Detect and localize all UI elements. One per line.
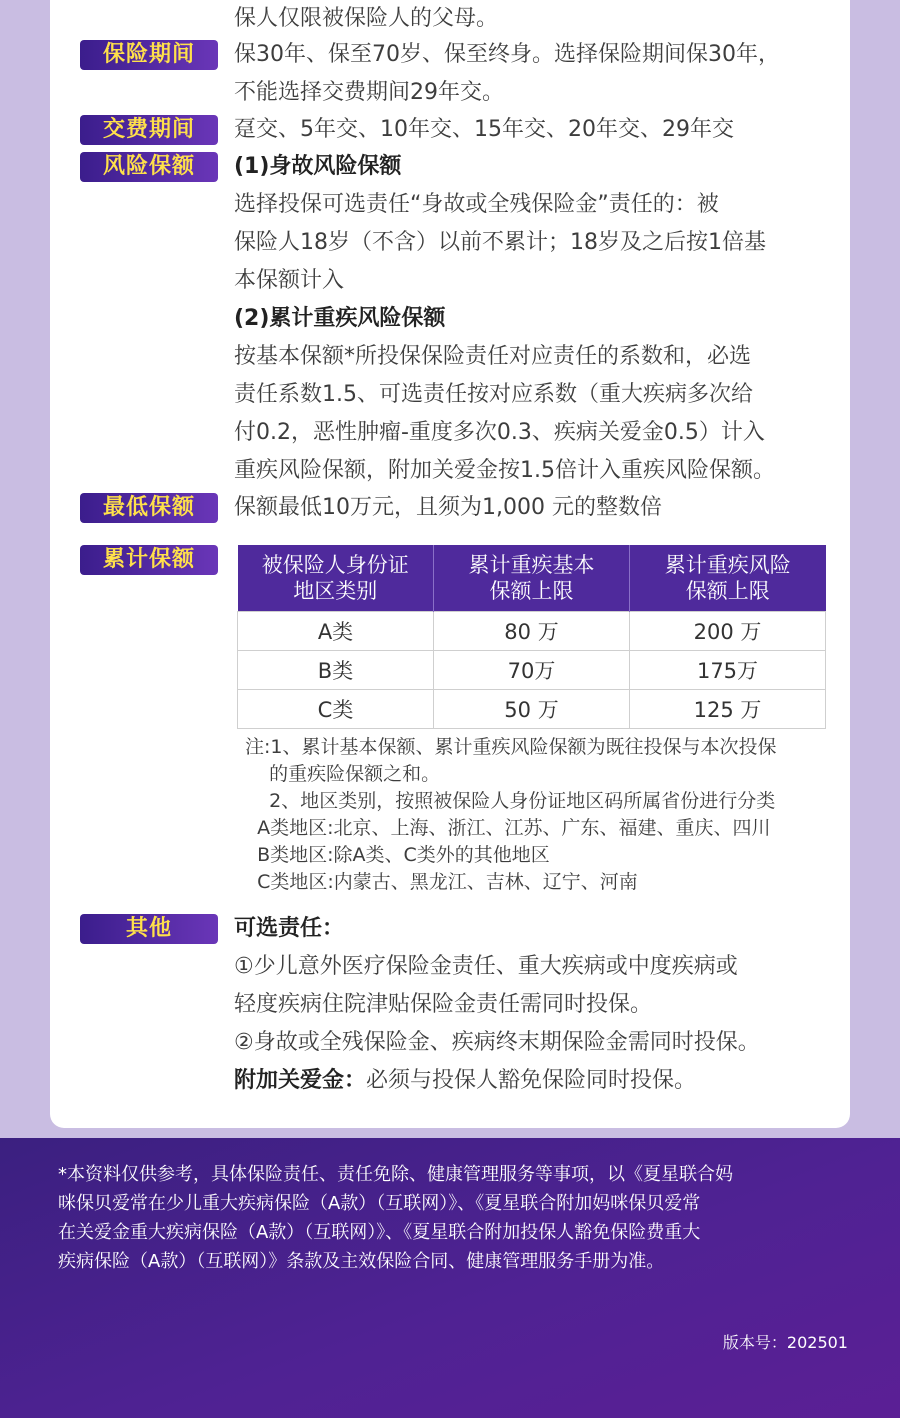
table-header-cell: 被保险人身份证 地区类别 xyxy=(238,545,434,612)
table-row xyxy=(238,690,826,729)
text-line: 不能选择交费期间29年交。 xyxy=(234,80,504,105)
table-cell: B类 xyxy=(238,651,434,690)
table-header-cell: 累计重疾风险 保额上限 xyxy=(630,545,826,612)
table-cell: 200 万 xyxy=(630,612,826,651)
table-cell: 175万 xyxy=(630,651,826,690)
disclaimer-line: 咪保贝爱常在少儿重大疾病保险（A款）（互联网）》、《夏星联合附加妈咪保贝爱常 xyxy=(58,1193,701,1214)
coverage-limit-table xyxy=(237,545,826,729)
table-cell: 80 万 xyxy=(434,612,630,651)
note-line: B类地区:除A类、C类外的其他地区 xyxy=(245,844,550,866)
note-line: 的重疾险保额之和。 xyxy=(245,763,441,785)
table-cell: 70万 xyxy=(434,651,630,690)
addon-title: 附加关爱金： xyxy=(234,1068,367,1093)
text-line: ①少儿意外医疗保险金责任、重大疾病或中度疾病或 xyxy=(234,954,738,979)
text-line: 按基本保额*所投保保险责任对应责任的系数和，必选 xyxy=(234,344,752,369)
label-risk-coverage: 风险保额 xyxy=(80,152,218,182)
table-cell: C类 xyxy=(238,690,434,729)
intro-line: 保人仅限被保险人的父母。 xyxy=(234,6,499,31)
text-line: 保30年、保至70岁、保至终身。选择保险期间保30年， xyxy=(234,42,780,67)
addon-line xyxy=(234,1062,834,1100)
disclaimer-text xyxy=(58,1160,858,1276)
table-header-cell: 累计重疾基本 保额上限 xyxy=(434,545,630,612)
disclaimer-line: *本资料仅供参考，具体保险责任、责任免除、健康管理服务等事项，以《夏星联合妈 xyxy=(58,1164,733,1185)
note-line: A类地区:北京、上海、浙江、江苏、广东、福建、重庆、四川 xyxy=(245,817,771,839)
text-line: 轻度疾病住院津贴保险金责任需同时投保。 xyxy=(234,992,653,1017)
table-header-row xyxy=(238,545,826,612)
table-cell: 125 万 xyxy=(630,690,826,729)
table-row xyxy=(238,612,826,651)
label-other: 其他 xyxy=(80,914,218,944)
text-line: 选择投保可选责任“身故或全残保险金”责任的：被 xyxy=(234,192,719,217)
optional-responsibility-title: 可选责任： xyxy=(234,916,345,941)
text-line: 保险人18岁（不含）以前不累计；18岁及之后按1倍基 xyxy=(234,230,766,255)
text-line: 责任系数1.5、可选责任按对应系数（重大疾病多次给 xyxy=(234,382,753,407)
note-line: 注:1、累计基本保额、累计重疾风险保额为既往投保与本次投保 xyxy=(245,736,777,758)
label-min-coverage: 最低保额 xyxy=(80,493,218,523)
payment-period-text: 趸交、5年交、10年交、15年交、20年交、29年交 xyxy=(234,117,734,142)
disclaimer-line: 在关爱金重大疾病保险（A款）（互联网）》、《夏星联合附加投保人豁免保险费重大 xyxy=(58,1222,701,1243)
version-number: 版本号：202501 xyxy=(722,1333,848,1352)
sub-title-death-coverage: (1)身故风险保额 xyxy=(234,154,402,179)
label-payment-period: 交费期间 xyxy=(80,115,218,145)
text-line: 重疾风险保额，附加关爱金按1.5倍计入重疾风险保额。 xyxy=(234,458,775,483)
label-cumulative-coverage: 累计保额 xyxy=(80,545,218,575)
addon-text: 必须与投保人豁免保险同时投保。 xyxy=(366,1068,697,1093)
table-notes xyxy=(245,734,835,896)
table-cell: A类 xyxy=(238,612,434,651)
footer-disclaimer-panel xyxy=(0,1138,900,1418)
text-line: 本保额计入 xyxy=(234,268,345,293)
table-cell: 50 万 xyxy=(434,690,630,729)
text-line: ②身故或全残保险金、疾病终末期保险金需同时投保。 xyxy=(234,1030,760,1055)
disclaimer-line: 疾病保险（A款）（互联网）》条款及主效保险合同、健康管理服务手册为准。 xyxy=(58,1251,665,1272)
sub-title-critical-illness-coverage: (2)累计重疾风险保额 xyxy=(234,306,446,331)
text-line: 付0.2，恶性肿瘤-重度多次0.3、疾病关爱金0.5）计入 xyxy=(234,420,765,445)
other-text xyxy=(234,910,834,1100)
insurance-period-text xyxy=(234,36,834,112)
risk-coverage-text xyxy=(234,148,834,490)
table-row xyxy=(238,651,826,690)
label-insurance-period: 保险期间 xyxy=(80,40,218,70)
note-line: C类地区:内蒙古、黑龙江、吉林、辽宁、河南 xyxy=(245,871,638,893)
min-coverage-text: 保额最低10万元，且须为1,000 元的整数倍 xyxy=(234,495,662,520)
note-line: 2、地区类别，按照被保险人身份证地区码所属省份进行分类 xyxy=(245,790,776,812)
